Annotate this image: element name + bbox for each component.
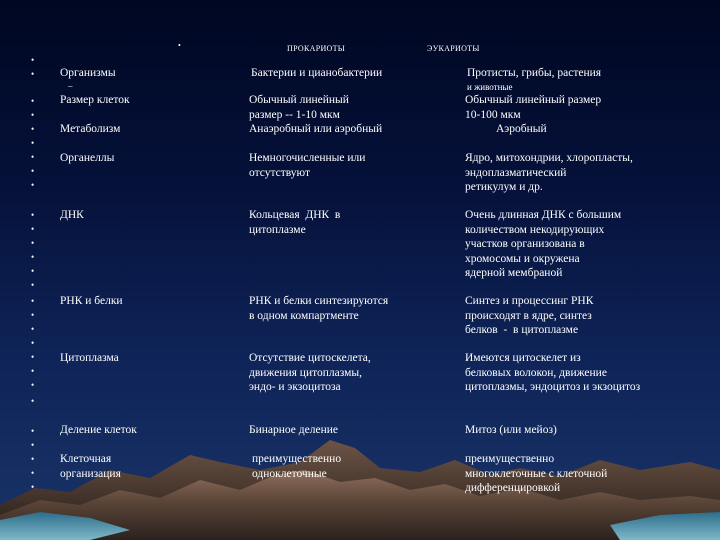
feature-organisms: Организмы — [60, 67, 116, 79]
bullet: • — [31, 55, 35, 65]
bullet: • — [31, 396, 35, 406]
eukaryotes-organelles: Ядро, митохондрии, хлоропласты, эндоплазматический ретикулум и др. — [465, 152, 633, 193]
feature-cell-size: Размер клеток — [60, 94, 130, 106]
prokaryotes-dna: Кольцевая ДНК в цитоплазме — [249, 209, 341, 236]
bullet: • — [31, 380, 35, 390]
bullet: • — [31, 152, 35, 162]
bullet: • — [31, 124, 35, 134]
bullet: • — [31, 296, 35, 306]
bullet: • — [31, 252, 35, 262]
prokaryotes-rna-proteins: РНК и белки синтезируются в одном компартменте — [249, 295, 389, 322]
eukaryotes-rna-proteins: Синтез и процессинг РНК происходят в ядре, синтез белков - в цитоплазме — [465, 295, 594, 336]
eukaryotes-cell-division: Митоз (или мейоз) — [465, 424, 557, 436]
bullet: • — [31, 324, 35, 334]
prokaryotes-organisms: Бактерии и цианобактерии — [251, 67, 383, 79]
eukaryotes-cell-size: Обычный линейный размер 10-100 мкм — [465, 94, 602, 121]
bullet: • — [31, 110, 35, 120]
eukaryotes-organisms-cont: и животные — [467, 82, 513, 92]
feature-metabolism: Метаболизм — [60, 123, 121, 135]
bullet: • — [31, 210, 35, 220]
bullet: • — [31, 280, 35, 290]
prokaryotes-cell-size: Обычный линейный размер -- 1-10 мкм — [249, 94, 349, 121]
header-prokaryotes: ПРОКАРИОТЫ — [287, 44, 346, 53]
bullet: • — [31, 224, 35, 234]
header-eukaryotes: ЭУКАРИОТЫ — [427, 44, 480, 53]
bullet: • — [31, 482, 35, 492]
bullet: • — [31, 310, 35, 320]
bullet: • — [31, 426, 35, 436]
feature-cytoplasm: Цитоплазма — [60, 352, 119, 364]
bullet: • — [31, 440, 35, 450]
prokaryotes-metabolism: Анаэробный или аэробный — [249, 123, 383, 135]
eukaryotes-cytoplasm: Имеются цитоскелет из белковых волокон, движение цитоплазмы, эндоцитоз и экзоцитоз — [465, 352, 641, 393]
prokaryotes-organelles: Немногочисленные или отсутствуют — [249, 152, 366, 179]
eukaryotes-cellular-organization: преимущественно многоклеточные с клеточной дифференцировкой — [465, 453, 608, 494]
bullet: • — [31, 338, 35, 348]
eukaryotes-organisms: Протисты, грибы, растения — [467, 67, 602, 79]
eukaryotes-dna: Очень длинная ДНК с большим количеством некодирующих участков организована в хромосомы и окружена ядерной мембраной — [465, 209, 622, 279]
bullet: • — [31, 238, 35, 248]
prokaryotes-cell-division: Бинарное деление — [249, 424, 339, 436]
prokaryotes-cytoplasm: Отсутствие цитоскелета, движения цитоплазмы, эндо- и экзоцитоза — [249, 352, 371, 393]
bullet: • — [31, 352, 35, 362]
feature-rna-proteins: РНК и белки — [60, 295, 123, 307]
bullet: • — [31, 180, 35, 190]
bullet: • — [31, 454, 35, 464]
feature-dna: ДНК — [60, 209, 84, 221]
prokaryotes-cellular-organization: преимущественно одноклеточные — [252, 453, 342, 480]
bullet: • — [31, 166, 35, 176]
bullet: • — [31, 266, 35, 276]
bullet: • — [31, 468, 35, 478]
bullet: • — [31, 96, 35, 106]
bullet: • — [31, 69, 35, 79]
header-bullet: • — [178, 41, 182, 50]
feature-cellular-organization: Клеточная организация — [60, 453, 121, 480]
feature-organelles: Органеллы — [60, 152, 115, 164]
eukaryotes-metabolism: Аэробный — [496, 123, 547, 135]
feature-cell-division: Деление клеток — [60, 424, 137, 436]
bullet: • — [31, 366, 35, 376]
feature-dash: – — [68, 81, 73, 91]
bullet: • — [31, 138, 35, 148]
